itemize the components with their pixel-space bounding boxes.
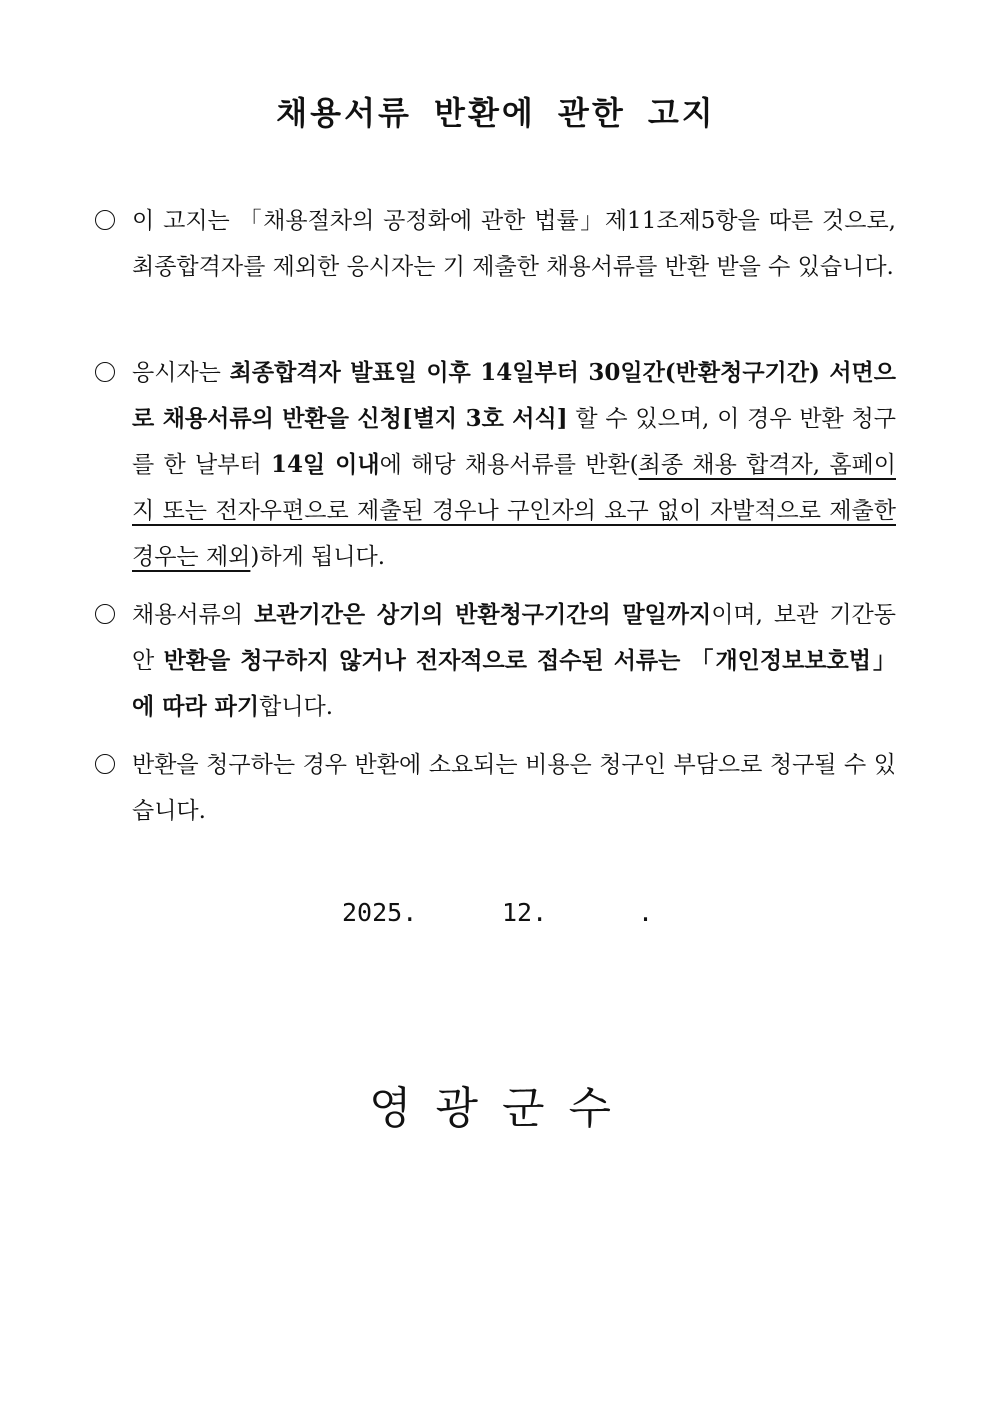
date-year: 2025. [342,898,418,927]
notice-item-2-text-e: 에 해당 채용서류를 반환( [379,452,639,478]
circle-bullet-icon [95,362,115,382]
circle-bullet-icon [95,210,115,230]
notice-item-3-text-e: 합니다. [259,694,334,720]
notice-item-2-text-g: )하게 됩니다. [250,544,386,570]
notice-item-2-bold-deadline: 14일 이내 [270,451,380,478]
notice-item-3-bold-retention: 보관기간은 상기의 반환청구기간의 말일까지 [254,601,712,628]
notice-item-3-bold-destruction: 반환을 청구하지 않거나 전자적으로 접수된 서류는 「개인정보보호법」에 따라 파기 [132,647,897,720]
notice-item-3 [132,592,896,730]
notice-item-2-bold-period: 최종합격자 발표일 이후 14일부터 30일간(반환청구기간) 서면으로 채용서류의 반환을 신청[별지 3호 서식] [132,359,896,432]
notice-item-2 [132,350,896,580]
notice-item-2-text-a: 응시자는 [132,360,230,386]
notice-item-2-text-c: 할 수 있으며, 이 경우 반환 청구를 한 날부터 [132,406,896,478]
date-month: 12. [502,898,548,927]
circle-bullet-icon [95,604,115,624]
notice-item-3-text-c: 이며, 보관 기간동안 [132,602,896,674]
notice-date [0,898,992,938]
notice-item-4 [132,742,896,834]
circle-bullet-icon [95,754,115,774]
notice-item-3-text-a: 채용서류의 [132,602,255,628]
notice-item-4-text: 반환을 청구하는 경우 반환에 소요되는 비용은 청구인 부담으로 청구될 수 있습니다. [132,752,896,824]
document-title: 채용서류 반환에 관한 고지 [276,94,716,132]
issuer-signature: 영광군수 [368,1083,635,1134]
date-day: . [638,898,654,927]
notice-item-1 [132,198,896,290]
notice-item-2-underlined-exception: 최종 채용 합격자, 홈페이지 또는 전자우편으로 제출된 경우나 구인자의 요구 없이 자발적으로 제출한 경우는 제외 [132,452,896,570]
notice-item-1-text: 이 고지는 「채용절차의 공정화에 관한 법률」제11조제5항을 따른 것으로, 최종합격자를 제외한 응시자는 기 제출한 채용서류를 반환 받을 수 있습니다. [132,208,896,280]
